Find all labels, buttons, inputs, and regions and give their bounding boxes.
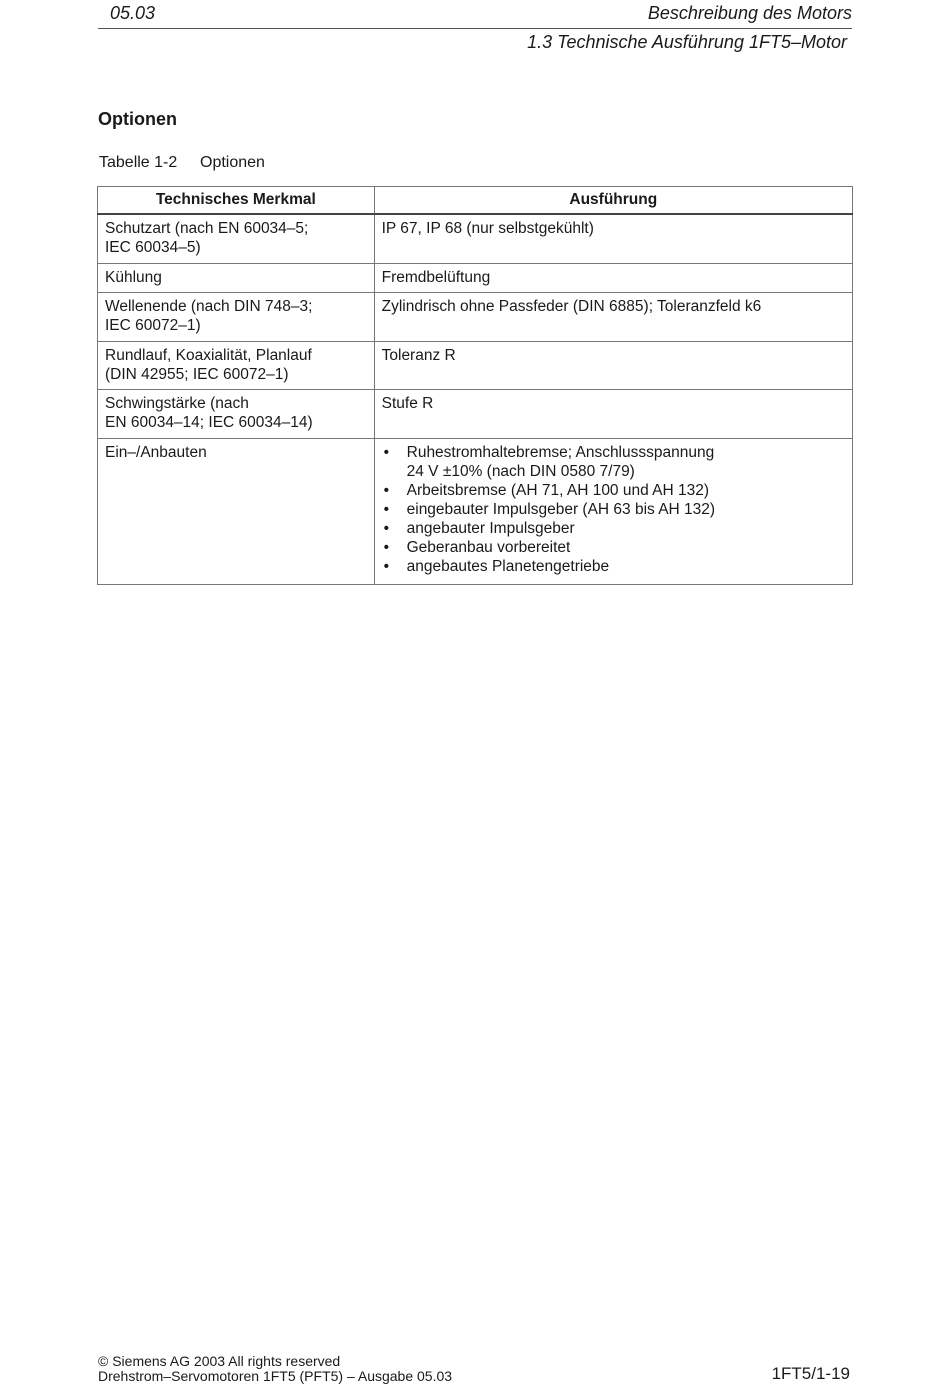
feature-line: IEC 60072–1) (105, 317, 201, 334)
list-item (382, 557, 845, 576)
table-caption (99, 154, 265, 172)
feature-line: IEC 60034–5) (105, 239, 201, 256)
table-row (98, 390, 853, 439)
header-feature: Technisches Merkmal (98, 187, 375, 215)
list-item (382, 443, 845, 481)
options-table (97, 186, 853, 585)
header-rule (98, 28, 852, 29)
feature-line: (DIN 42955; IEC 60072–1) (105, 366, 289, 383)
feature-line: Rundlauf, Koaxialität, Planlauf (105, 347, 312, 364)
list-item (382, 519, 845, 538)
table-row (98, 439, 853, 585)
header-section: 1.3 Technische Ausführung 1FT5–Motor (527, 32, 847, 52)
feature-line: EN 60034–14; IEC 60034–14) (105, 414, 313, 431)
footer-edition: Drehstrom–Servomotoren 1FT5 (PFT5) – Ausgabe 05.03 (98, 1368, 453, 1384)
bullet-icon: • (383, 482, 390, 499)
feature-line: Schutzart (nach EN 60034–5; (105, 220, 309, 237)
table-row (98, 293, 853, 342)
table-row (98, 342, 853, 390)
table-row (98, 264, 853, 293)
list-item (382, 538, 845, 557)
table-header-row (98, 187, 853, 215)
feature-line: Kühlung (105, 269, 162, 286)
list-item-line: Geberanbau vorbereitet (406, 539, 571, 556)
footer-copyright: © Siemens AG 2003 All rights reserved (98, 1353, 341, 1369)
bullet-icon: • (383, 558, 390, 575)
list-item-line: angebauter Impulsgeber (406, 520, 575, 537)
feature-cell (98, 390, 375, 439)
feature-cell: Ein–/Anbauten (98, 439, 375, 585)
table-row (98, 214, 853, 264)
value-cell: Zylindrisch ohne Passfeder (DIN 6885); Toleranzfeld k6 (374, 293, 852, 342)
bullet-icon: • (383, 444, 390, 461)
value-cell: IP 67, IP 68 (nur selbstgekühlt) (374, 214, 852, 264)
feature-cell (98, 264, 375, 293)
bullet-icon: • (383, 501, 390, 518)
header-date: 05.03 (110, 3, 156, 23)
value-cell (374, 439, 852, 585)
value-cell: Fremdbelüftung (374, 264, 852, 293)
list-item-line: angebautes Planetengetriebe (406, 558, 610, 575)
list-item-line: Ruhestromhaltebremse; Anschlussspannung (406, 444, 715, 461)
list-item (382, 481, 845, 500)
list-item-line: 24 V ±10% (nach DIN 0580 7/79) (406, 463, 635, 480)
list-item-line: Arbeitsbremse (AH 71, AH 100 und AH 132) (406, 482, 710, 499)
feature-line: Schwingstärke (nach (105, 395, 249, 412)
value-cell: Toleranz R (374, 342, 852, 390)
bullet-icon: • (383, 520, 390, 537)
feature-cell (98, 214, 375, 264)
header-execution: Ausführung (374, 187, 852, 215)
section-title: Optionen (98, 109, 177, 129)
table-caption-title: Optionen (200, 154, 265, 171)
value-cell: Stufe R (374, 390, 852, 439)
bullet-icon: • (383, 539, 390, 556)
feature-line: Wellenende (nach DIN 748–3; (105, 298, 313, 315)
feature-cell (98, 293, 375, 342)
table-caption-number: Tabelle 1-2 (99, 154, 178, 171)
page-number: 1FT5/1-19 (771, 1364, 850, 1383)
header-chapter: Beschreibung des Motors (647, 3, 852, 23)
bullet-list (382, 443, 845, 576)
list-item (382, 500, 845, 519)
list-item-line: eingebauter Impulsgeber (AH 63 bis AH 132) (406, 501, 716, 518)
feature-cell (98, 342, 375, 390)
